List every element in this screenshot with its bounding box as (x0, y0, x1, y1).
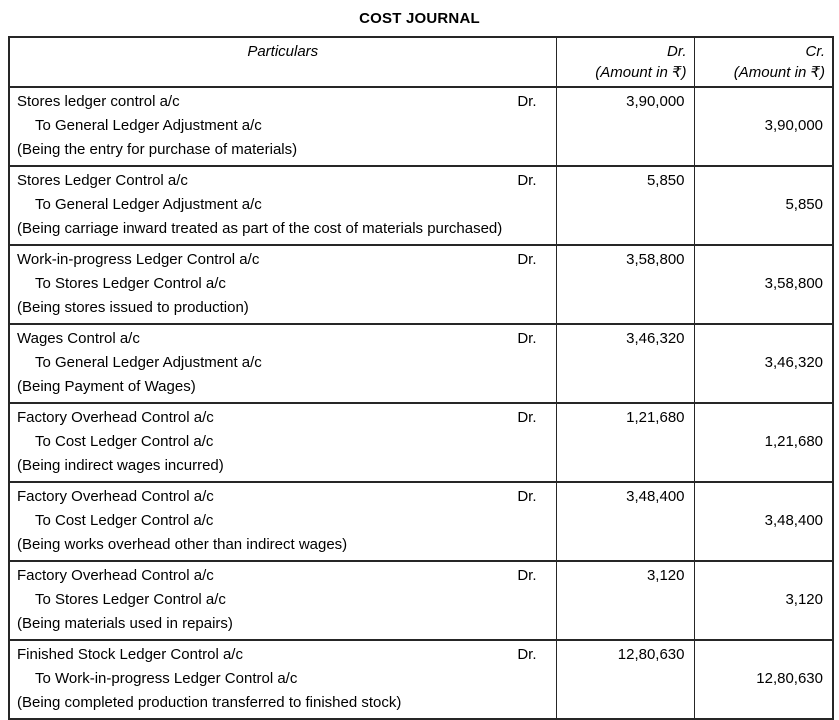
particulars-cell (9, 166, 556, 245)
debit-line (17, 248, 550, 272)
cr-amount-cell (694, 245, 833, 324)
table-row (9, 482, 833, 561)
dr-amount-cell (556, 482, 694, 561)
narration-text: (Being Payment of Wages) (17, 378, 196, 395)
particulars-cell (9, 324, 556, 403)
debit-line (17, 643, 550, 667)
cr-header-unit: (Amount in ₹) (733, 64, 825, 81)
cr-amount-cell (694, 87, 833, 166)
column-header-cr (694, 37, 833, 87)
debit-account-label: Work-in-progress Ledger Control a/c (17, 251, 260, 268)
credit-account-label: To General Ledger Adjustment a/c (35, 117, 262, 134)
credit-account-label: To Cost Ledger Control a/c (35, 512, 214, 529)
header-row (9, 37, 833, 87)
table-row (9, 166, 833, 245)
dr-amount-cell (556, 245, 694, 324)
dr-amount: 5,850 (646, 172, 685, 189)
dr-amount: 12,80,630 (617, 646, 685, 663)
debit-line (17, 564, 550, 588)
dr-amount-cell (556, 166, 694, 245)
cr-amount-cell (694, 324, 833, 403)
cr-amount-cell (694, 166, 833, 245)
credit-account-label: To Cost Ledger Control a/c (35, 433, 214, 450)
cr-amount-cell (694, 482, 833, 561)
credit-account-label: To Work-in-progress Ledger Control a/c (35, 670, 298, 687)
particulars-header-label: Particulars (247, 43, 319, 60)
table-header (9, 37, 833, 87)
table-row (9, 324, 833, 403)
particulars-cell (9, 482, 556, 561)
credit-account-label: To General Ledger Adjustment a/c (35, 196, 262, 213)
credit-account-label: To General Ledger Adjustment a/c (35, 354, 262, 371)
cr-amount: 5,850 (785, 196, 823, 213)
narration-text: (Being works overhead other than indirect wages) (17, 536, 348, 553)
dr-marker: Dr. (517, 93, 537, 110)
page-title: COST JOURNAL (359, 10, 480, 27)
dr-amount-cell (556, 561, 694, 640)
column-header-particulars (9, 37, 556, 87)
dr-marker: Dr. (517, 646, 537, 663)
cost-journal-table (8, 36, 834, 720)
particulars-cell (9, 403, 556, 482)
cr-amount: 3,46,320 (764, 354, 823, 371)
dr-amount: 1,21,680 (626, 409, 685, 426)
cr-amount: 3,90,000 (764, 117, 823, 134)
narration-text: (Being indirect wages incurred) (17, 457, 224, 474)
narration-text: (Being stores issued to production) (17, 299, 249, 316)
table-row (9, 245, 833, 324)
debit-account-label: Stores ledger control a/c (17, 93, 180, 110)
table-row (9, 640, 833, 719)
dr-amount: 3,120 (646, 567, 685, 584)
cr-amount: 12,80,630 (756, 670, 823, 687)
cr-header-label: Cr. (805, 43, 825, 60)
dr-header-unit: (Amount in ₹) (595, 64, 687, 81)
particulars-cell (9, 245, 556, 324)
dr-amount: 3,46,320 (626, 330, 685, 347)
dr-amount-cell (556, 324, 694, 403)
dr-marker: Dr. (517, 172, 537, 189)
particulars-cell (9, 640, 556, 719)
cr-amount-cell (694, 640, 833, 719)
dr-amount: 3,58,800 (626, 251, 685, 268)
debit-line (17, 406, 550, 430)
credit-account-label: To Stores Ledger Control a/c (35, 591, 226, 608)
debit-account-label: Wages Control a/c (17, 330, 140, 347)
table-row (9, 87, 833, 166)
particulars-cell (9, 561, 556, 640)
debit-account-label: Factory Overhead Control a/c (17, 409, 214, 426)
dr-marker: Dr. (517, 251, 537, 268)
debit-account-label: Finished Stock Ledger Control a/c (17, 646, 243, 663)
dr-marker: Dr. (517, 488, 537, 505)
narration-text: (Being materials used in repairs) (17, 615, 233, 632)
dr-marker: Dr. (517, 409, 537, 426)
debit-line (17, 90, 550, 114)
dr-marker: Dr. (517, 330, 537, 347)
dr-amount-cell (556, 640, 694, 719)
cr-amount-cell (694, 561, 833, 640)
dr-amount: 3,48,400 (626, 488, 685, 505)
dr-amount-cell (556, 87, 694, 166)
cr-amount: 3,120 (785, 591, 823, 608)
debit-line (17, 169, 550, 193)
narration-text: (Being completed production transferred to finished stock) (17, 694, 402, 711)
narration-text: (Being carriage inward treated as part of the cost of materials purchased) (17, 220, 503, 237)
dr-header-label: Dr. (667, 43, 687, 60)
column-header-dr (556, 37, 694, 87)
debit-line (17, 485, 550, 509)
cr-amount: 1,21,680 (764, 433, 823, 450)
particulars-cell (9, 87, 556, 166)
table-body (9, 87, 833, 719)
narration-text: (Being the entry for purchase of materials) (17, 141, 298, 158)
debit-line (17, 327, 550, 351)
debit-account-label: Factory Overhead Control a/c (17, 567, 214, 584)
table-row (9, 561, 833, 640)
dr-amount-cell (556, 403, 694, 482)
debit-account-label: Stores Ledger Control a/c (17, 172, 188, 189)
cr-amount-cell (694, 403, 833, 482)
cr-amount: 3,48,400 (764, 512, 823, 529)
debit-account-label: Factory Overhead Control a/c (17, 488, 214, 505)
dr-marker: Dr. (517, 567, 537, 584)
dr-amount: 3,90,000 (626, 93, 685, 110)
cr-amount: 3,58,800 (764, 275, 823, 292)
credit-account-label: To Stores Ledger Control a/c (35, 275, 226, 292)
table-row (9, 403, 833, 482)
